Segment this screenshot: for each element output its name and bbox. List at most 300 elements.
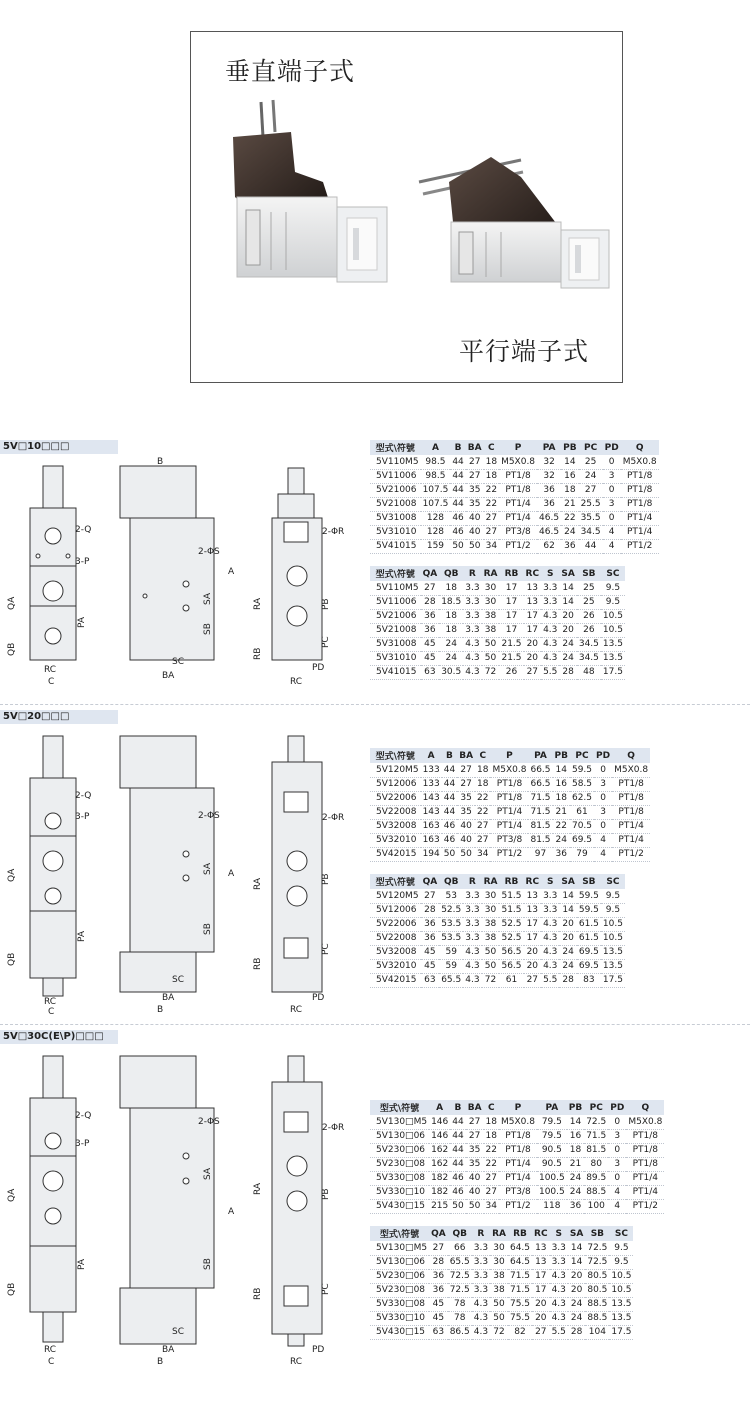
section-divider (0, 704, 750, 705)
table-cell: 53.5 (441, 933, 462, 943)
table-row (370, 623, 625, 637)
table-cell: 163 (422, 821, 440, 831)
table-cell: 20 (524, 959, 542, 973)
table-row (370, 1255, 633, 1269)
table-cell: 40 (466, 1171, 484, 1185)
table-cell: 5V31010 (370, 651, 421, 665)
table-cell: 35 (457, 805, 475, 819)
table-cell: 24 (553, 833, 570, 847)
label-rb: RB (253, 647, 263, 660)
table-cell: 59.5 (578, 905, 599, 915)
table-cell: 46 (452, 513, 464, 523)
table-cell: 61 (570, 805, 594, 819)
table-cell: 36 (561, 539, 578, 553)
table-cell: 4.3 (465, 975, 480, 985)
table-cell: 81.5 (586, 1145, 607, 1155)
label-pb: PB (321, 873, 331, 885)
table-cell: 3.3 (541, 581, 559, 595)
table-row (370, 1129, 664, 1143)
label-2q: 2-Q (75, 791, 92, 801)
table-cell: 28 (429, 1255, 448, 1269)
table-cell: 40 (466, 511, 484, 525)
table-cell: 133 (422, 779, 440, 789)
table-cell: 133 (421, 763, 442, 777)
table-cell: 44 (452, 1145, 464, 1155)
table-cell: 0 (594, 763, 612, 777)
table-cell: 5V21008 (370, 497, 421, 511)
table-cell: 24 (567, 1171, 584, 1185)
table-header-cell: A (421, 440, 451, 455)
table-header-cell: SC (601, 874, 625, 889)
table-cell: 0 (594, 791, 612, 805)
table-cell: 22 (561, 511, 578, 525)
table-cell: 35 (466, 1157, 484, 1171)
table-cell: 20 (559, 623, 576, 637)
table-cell: 5V230□08 (370, 1157, 429, 1171)
label-rc2: RC (290, 1357, 303, 1367)
table-row (370, 1199, 664, 1213)
label-ba: BA (162, 1345, 175, 1355)
label-sb: SB (203, 923, 213, 935)
table-cell: 88.5 (587, 1313, 608, 1323)
table-cell: 40 (457, 833, 475, 847)
label-a: A (228, 567, 235, 577)
table-cell: PT1/4 (499, 1157, 537, 1171)
table-cell: 4.3 (543, 961, 558, 971)
table-header-cell: P (499, 440, 537, 455)
table-cell: 18 (485, 1131, 497, 1141)
table-cell: PT1/4 (621, 511, 659, 525)
table-cell: PT1/8 (499, 1143, 537, 1157)
table-cell: 17 (499, 609, 523, 623)
table-cell: 52.5 (501, 933, 522, 943)
table-cell: 69.5 (578, 961, 599, 971)
table-cell: 38 (482, 917, 500, 931)
table-row (370, 819, 650, 833)
table-cell: 17.5 (602, 975, 623, 985)
table-cell: 72.5 (449, 1285, 470, 1295)
table-cell: 25.5 (580, 499, 601, 509)
table-row (370, 511, 659, 525)
label-a: A (228, 1207, 235, 1217)
table-cell: 59 (439, 945, 463, 959)
label-qb: QB (7, 952, 17, 966)
table-cell: 118 (537, 1199, 567, 1213)
table-cell: PT1/8 (612, 777, 650, 791)
table-cell: 28 (559, 973, 576, 987)
table-cell: 24 (567, 1185, 584, 1199)
table-cell: 146 (431, 1131, 449, 1141)
table-cell: 28 (421, 903, 440, 917)
table-cell: 44 (443, 779, 456, 789)
table-cell: 5.5 (551, 1327, 566, 1337)
label-2s: 2-ΦS (198, 547, 220, 557)
label-sc: SC (172, 1327, 184, 1337)
table-cell: 69.5 (578, 947, 599, 957)
table-cell: 0 (608, 1171, 626, 1185)
table-cell: 3.3 (473, 1257, 489, 1267)
table-cell: 45 (421, 959, 440, 973)
table-cell: 5V330□08 (370, 1297, 429, 1311)
table-cell: 18 (475, 763, 490, 777)
table-cell: 10.5 (611, 1285, 632, 1295)
table-cell: 50 (490, 1311, 508, 1325)
table-cell: 5V32008 (370, 819, 421, 833)
table-cell: 44 (452, 485, 464, 495)
table-cell: 22 (477, 807, 489, 817)
table-cell: 5V130□M5 (370, 1241, 429, 1255)
label-pa: PA (77, 1258, 87, 1270)
table-cell: 10.5 (602, 625, 623, 635)
table-cell: PT1/8 (612, 791, 650, 805)
table-cell: 61.5 (578, 933, 599, 943)
table-cell: 27 (421, 581, 440, 595)
table-cell: 3.3 (473, 1271, 489, 1281)
table-cell: 100 (584, 1199, 608, 1213)
table-header-cell: PC (570, 748, 594, 763)
label-pc: PC (321, 636, 331, 648)
table-cell: 9.5 (609, 1255, 633, 1269)
table-cell: 26 (577, 609, 601, 623)
table-cell: PT1/4 (499, 497, 537, 511)
front-view (30, 736, 76, 996)
label-pc: PC (321, 943, 331, 955)
table-cell: 17.5 (602, 667, 623, 677)
table-cell: 27 (457, 763, 475, 777)
table-row (370, 1283, 633, 1297)
table-cell: 4.3 (473, 1313, 489, 1323)
table-cell: 46 (452, 527, 464, 537)
table-cell: 4.3 (543, 947, 558, 957)
table-cell: 4.3 (465, 667, 480, 677)
label-pb: PB (321, 598, 331, 610)
table-header-cell: BA (466, 1100, 484, 1115)
end-view (272, 1056, 322, 1346)
table-cell: 4.3 (465, 961, 480, 971)
table-header-cell: R (463, 566, 481, 581)
table-cell: 14 (568, 1255, 585, 1269)
table-cell: 98.5 (421, 455, 451, 469)
table-cell: 5V31008 (370, 511, 421, 525)
table-header-cell: SA (568, 1226, 585, 1241)
table-cell: 162 (431, 1159, 449, 1169)
table-row (370, 525, 659, 539)
label-pd: PD (312, 663, 325, 673)
table-header-cell: PA (528, 748, 552, 763)
table-cell: 18 (484, 455, 499, 469)
table-row (370, 539, 659, 553)
table-cell: 34 (485, 541, 498, 551)
table-cell: 30 (482, 903, 500, 917)
table-cell: 82 (508, 1325, 532, 1339)
label-ba: BA (162, 993, 175, 1003)
table-header-cell: PC (579, 440, 603, 455)
table-cell: 4.3 (543, 933, 558, 943)
table-cell: PT1/4 (612, 833, 650, 847)
table-cell: 21 (553, 805, 570, 819)
table-cell: 21 (561, 497, 578, 511)
table-cell: 62.5 (571, 793, 593, 803)
table-row (370, 651, 625, 665)
table-header-cell: C (475, 748, 490, 763)
table-cell: 18 (485, 471, 498, 481)
table-cell: 3.3 (465, 625, 480, 635)
table-cell: 35 (457, 791, 475, 805)
label-2r: 2-ΦR (322, 527, 345, 537)
table-cell: 18 (439, 623, 463, 637)
table-cell: 5V430□15 (370, 1199, 429, 1213)
table-cell: 14 (561, 455, 578, 469)
table-cell: 20 (559, 917, 576, 931)
table-cell: 9.5 (609, 1241, 633, 1255)
label-a: A (228, 869, 235, 879)
table-cell: 10.5 (602, 611, 623, 621)
table-row (370, 1311, 633, 1325)
table-row (370, 1269, 633, 1283)
table-cell: 59.5 (577, 889, 601, 903)
table-cell: 20 (568, 1269, 585, 1283)
table-header-row (370, 566, 625, 581)
table-cell: 71.5 (530, 807, 551, 817)
table-cell: 128 (421, 525, 451, 539)
table-cell: 3.3 (463, 581, 481, 595)
section-title: 5V□30C(E\P)□□□ (0, 1030, 118, 1044)
table-header-cell: RA (482, 874, 500, 889)
table-cell: 27 (477, 821, 489, 831)
table-cell: PT1/8 (612, 805, 650, 819)
table-cell: 40 (457, 819, 475, 833)
table-cell: 24 (439, 651, 463, 665)
side-view (120, 736, 214, 992)
table-cell: 128 (421, 511, 451, 525)
table-cell: 13.5 (602, 639, 623, 649)
table-cell: 3.3 (551, 1257, 566, 1267)
front-view (30, 1056, 76, 1342)
table-cell: 22 (485, 499, 498, 509)
table-cell: 4 (608, 1199, 626, 1213)
table-row (370, 455, 659, 469)
table-header-cell: 型式\符號 (370, 748, 421, 763)
table-cell: 80.5 (587, 1285, 608, 1295)
table-cell: 13 (532, 1255, 550, 1269)
table-row (370, 1171, 664, 1185)
label-c: C (48, 1007, 55, 1016)
table-cell: 38 (482, 623, 500, 637)
table-cell: 4.3 (543, 611, 558, 621)
table-cell: 4.3 (465, 653, 480, 663)
table-cell: PT1/4 (490, 805, 528, 819)
table-cell: M5X0.8 (626, 1115, 664, 1129)
table-header-cell: B (442, 748, 457, 763)
table-cell: 3 (603, 469, 621, 483)
table-cell: PT3/8 (499, 525, 537, 539)
label-rc: RC (44, 997, 57, 1007)
table-header-row (370, 1226, 633, 1241)
table-cell: 4 (594, 833, 612, 847)
table-cell: M5X0.8 (490, 763, 528, 777)
label-b: B (157, 457, 164, 467)
table-header-cell: A (421, 748, 442, 763)
table-cell: 9.5 (601, 903, 625, 917)
table-cell: 46 (443, 821, 456, 831)
table-cell: 104 (585, 1325, 609, 1339)
table-cell: 28 (559, 665, 576, 679)
product-photo-frame (190, 31, 623, 383)
table-cell: 50 (482, 945, 500, 959)
table-header-cell: RB (499, 874, 523, 889)
table-row (370, 1157, 664, 1171)
table-cell: 3 (594, 805, 612, 819)
table-cell: 27 (485, 527, 498, 537)
table-row (370, 805, 650, 819)
table-cell: 22 (477, 793, 489, 803)
table-row (370, 917, 625, 931)
table-cell: 16 (561, 469, 578, 483)
table-cell: 75.5 (509, 1299, 531, 1309)
table-cell: PT1/2 (499, 539, 537, 553)
table-row (370, 791, 650, 805)
table-cell: 10.5 (602, 919, 623, 929)
table-cell: 14 (559, 889, 576, 903)
table-cell: PT1/4 (626, 1171, 664, 1185)
table-cell: 80 (584, 1157, 608, 1171)
label-3p: 3-P (75, 812, 90, 822)
label-sa: SA (203, 1167, 213, 1180)
table-row (370, 637, 625, 651)
table-cell: 3.3 (465, 919, 480, 929)
table-cell: 72.5 (587, 1257, 608, 1267)
table-cell: 0 (594, 819, 612, 833)
table-cell: 79 (570, 847, 594, 861)
table-cell: 36 (421, 623, 440, 637)
table-cell: 72 (490, 1325, 508, 1339)
table-header-cell: P (490, 748, 528, 763)
label-c: C (48, 1357, 55, 1367)
table-cell: 24 (568, 1297, 585, 1311)
table-cell: 52.5 (441, 905, 462, 915)
table-cell: 9.5 (601, 889, 625, 903)
label-ra: RA (253, 1182, 263, 1195)
label-pa: PA (77, 930, 87, 942)
table-header-row (370, 748, 650, 763)
table-header-cell: RA (490, 1226, 508, 1241)
table-cell: 17 (532, 1269, 550, 1283)
table-cell: 78 (448, 1297, 472, 1311)
table-cell: 20 (524, 651, 542, 665)
dimension-drawing (0, 456, 360, 692)
table-cell: 3 (608, 1157, 626, 1171)
table-row (370, 847, 650, 861)
table-header-cell: SA (559, 566, 576, 581)
table-header-cell: PD (603, 440, 621, 455)
table-header-cell: SA (559, 874, 576, 889)
table-row (370, 497, 659, 511)
table-cell: 5V130□06 (370, 1129, 429, 1143)
label-qb: QB (7, 1282, 17, 1296)
table-cell: 80.5 (587, 1271, 608, 1281)
table-cell: 45 (421, 651, 440, 665)
table-header-cell: B (450, 440, 465, 455)
table-cell: 25 (579, 455, 603, 469)
table-cell: 17 (524, 609, 542, 623)
label-rc: RC (44, 1345, 57, 1355)
table-cell: 21 (567, 1157, 584, 1171)
table-cell: 52.5 (501, 919, 522, 929)
table-cell: 5V32008 (370, 945, 421, 959)
table-cell: 18 (553, 791, 570, 805)
table-cell: 5V21006 (370, 483, 421, 497)
table-cell: 27 (477, 835, 489, 845)
section-divider (0, 1024, 750, 1025)
table-cell: 26 (577, 623, 601, 637)
label-sb: SB (203, 623, 213, 635)
table-cell: 78 (448, 1311, 472, 1325)
table-header-cell: PA (537, 440, 561, 455)
table-cell: 36 (553, 847, 570, 861)
table-cell: 22 (553, 819, 570, 833)
table-cell: 20 (532, 1311, 550, 1325)
table-cell: 18 (561, 483, 578, 497)
table-cell: 18 (439, 581, 463, 595)
table-cell: 10.5 (602, 933, 623, 943)
label-b: B (157, 1357, 164, 1367)
table-cell: 27 (524, 665, 542, 679)
vertical-terminal-label: 垂直端子式 (225, 57, 356, 86)
table-cell: 32 (537, 469, 561, 483)
table-cell: 35.5 (580, 513, 601, 523)
label-rc2: RC (290, 1005, 303, 1015)
table-cell: 81.5 (530, 835, 551, 845)
table-cell: 3.3 (473, 1285, 489, 1295)
table-cell: 50 (443, 849, 456, 859)
table-header-cell: BA (466, 440, 484, 455)
table-cell: 22 (485, 1145, 497, 1155)
table-cell: 34 (485, 1201, 497, 1211)
table-cell: 72.5 (585, 1241, 609, 1255)
table-header-cell: S (541, 874, 559, 889)
label-2s: 2-ΦS (198, 1117, 220, 1127)
table-row (370, 1241, 633, 1255)
table-header-cell: PD (594, 748, 612, 763)
table-cell: 0 (608, 1143, 626, 1157)
label-b: B (157, 1005, 164, 1015)
table-cell: 5V330□08 (370, 1171, 429, 1185)
table-cell: 17 (499, 623, 523, 637)
table-header-cell: Q (626, 1100, 664, 1115)
table-cell: 59 (439, 959, 463, 973)
table-cell: 5V31008 (370, 637, 421, 651)
table-cell: 63 (421, 665, 440, 679)
table-cell: 5V41015 (370, 665, 421, 679)
table-cell: 63 (429, 1325, 448, 1339)
table-header-cell: A (429, 1100, 450, 1115)
table-cell: PT1/4 (612, 819, 650, 833)
table-cell: 5V21006 (370, 609, 421, 623)
table-cell: 50 (482, 959, 500, 973)
table-row (370, 483, 659, 497)
table-cell: 34.5 (578, 653, 599, 663)
section-5v30 (0, 1030, 750, 1415)
table-cell: 30 (490, 1241, 508, 1255)
table-cell: 97 (528, 847, 552, 861)
label-rb: RB (253, 957, 263, 970)
table-row (370, 1115, 664, 1129)
label-2s: 2-ΦS (198, 811, 220, 821)
table-cell: 89.5 (586, 1173, 607, 1183)
table-header-cell: SC (601, 566, 625, 581)
table-cell: 4 (594, 847, 612, 861)
table-cell: 50 (490, 1297, 508, 1311)
